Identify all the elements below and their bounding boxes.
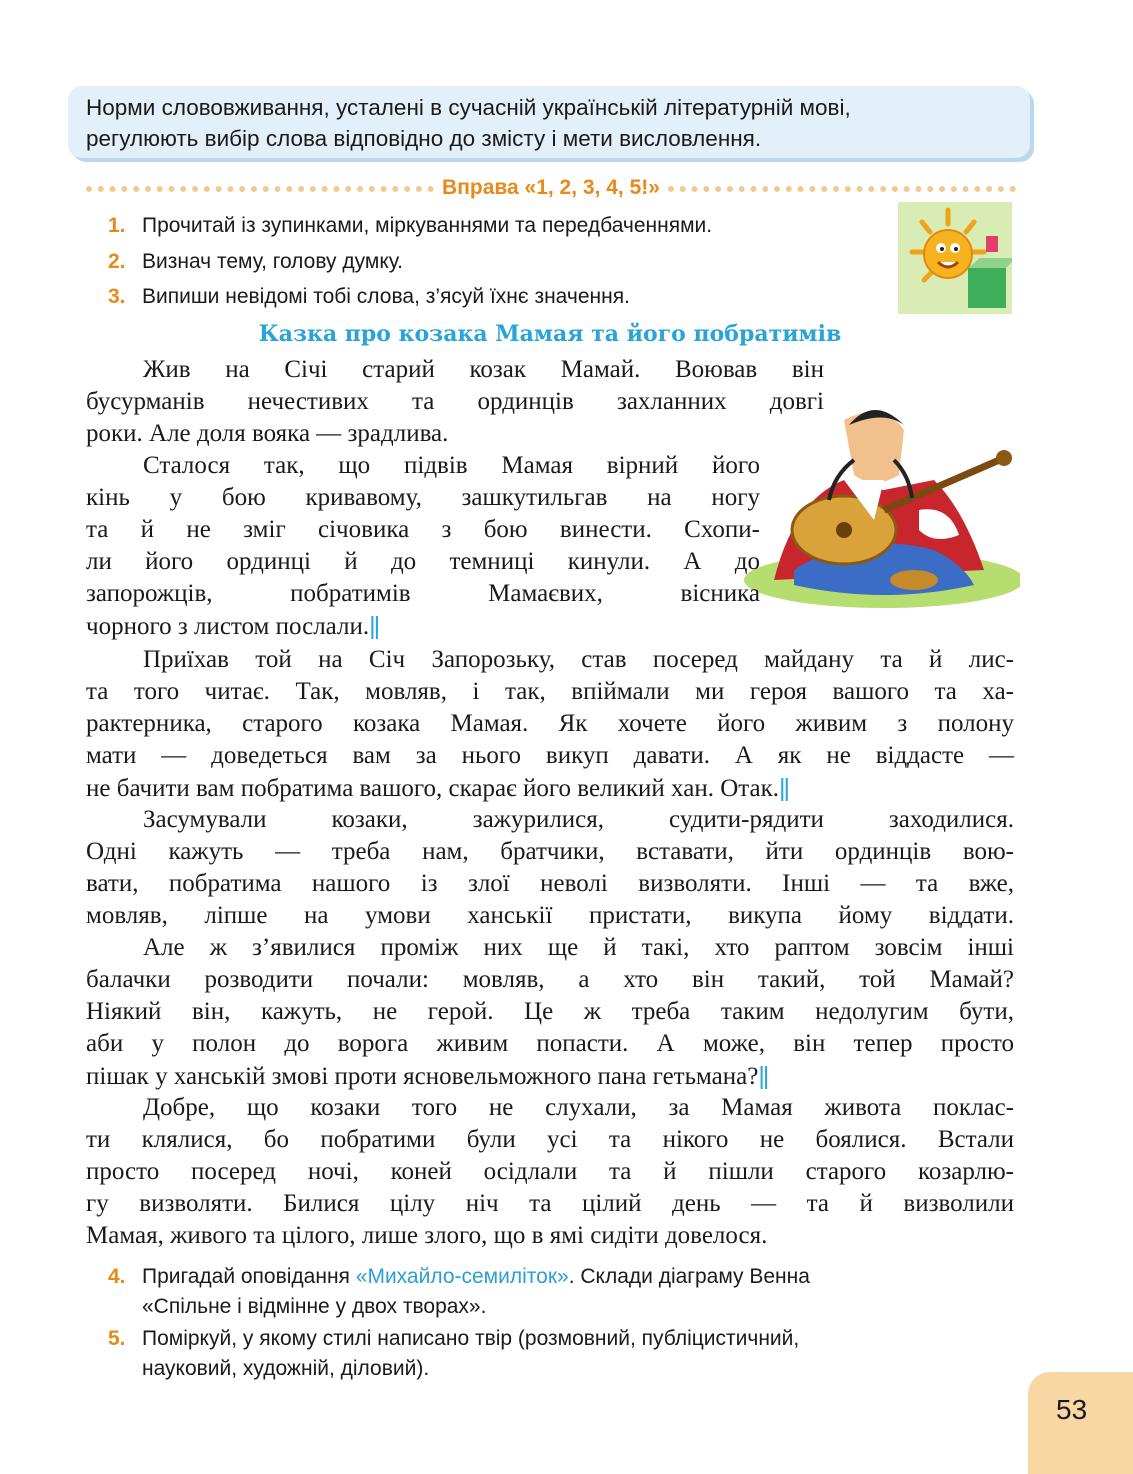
text-line: рактерника, старого козака Мамая. Як хочете його живим з полону — [86, 710, 1014, 737]
text-line-with-pause — [86, 1060, 1014, 1093]
task-4 — [108, 1262, 1016, 1322]
task-text: Пригадай оповідання — [142, 1265, 356, 1288]
text-line: аби у полон до ворога живим попасти. А може, він тепер просто — [86, 1030, 1014, 1057]
story-paragraph-1 — [86, 354, 824, 450]
task-number: 1. — [108, 214, 126, 237]
exercise-title: Вправа «1, 2, 3, 4, 5!» — [442, 176, 660, 199]
exercise-header — [86, 174, 1016, 202]
task-text: . Склади діаграму Венна — [568, 1265, 810, 1288]
rule-line-2: регулюють вибір слова відповідно до змісту і мети висловлення. — [86, 126, 762, 151]
text-line: просто посеред ночі, коней осідлали та й пішли старого козарлю- — [86, 1158, 1014, 1185]
task-text: Поміркуй, у якому стилі написано твір (розмовний, публіцистичний, — [142, 1327, 800, 1350]
story-paragraph-6 — [86, 1092, 1014, 1252]
text-line: гу визволяти. Билися цілу ніч та цілий день — та й визволили — [86, 1190, 1014, 1217]
text-line: Мамая, живого та цілого, лише злого, що в ямі сидіти довелося. — [86, 1222, 768, 1249]
text-line: бусурманів нечестивих та ординців захланних довгі — [86, 388, 824, 415]
story-title: Казка про козака Мамая та його побратимів — [258, 321, 842, 347]
text-line: мовляв, ліпше на умови ханськії пристати, викупа йому віддати. — [86, 902, 1014, 929]
text-line: Одні кажуть — треба нам, братчики, вставати, йти ординців вою- — [86, 838, 1014, 865]
text-line: Сталося так, що підвів Мамая вірний його — [143, 452, 760, 479]
dotted-divider-left — [86, 186, 434, 192]
text-line: ти клялися, бо побратими були усі та нікого не боялися. Встали — [86, 1126, 1014, 1153]
task-number: 4. — [108, 1265, 126, 1288]
rule-box — [68, 86, 1030, 158]
text-line: чорного з листом послали. — [86, 613, 370, 640]
text-line: Жив на Січі старий козак Мамай. Воював він — [143, 356, 824, 383]
text-line: запорожців, побратимів Мамаєвих, вісника — [86, 580, 760, 607]
text-line: Приїхав той на Січ Запорозьку, став посеред майдану та й лис- — [143, 646, 1014, 673]
task-text: Визнач тему, голову думку. — [142, 250, 403, 273]
task-5 — [108, 1324, 1016, 1384]
task-text: Прочитай із зупинками, міркуваннями та передбаченнями. — [142, 214, 713, 237]
text-line: балачки розводити почали: мовляв, а хто він такий, той Мамай? — [86, 966, 1014, 993]
text-line: пішак у ханській змові проти ясновельможного пана гетьмана? — [86, 1063, 759, 1090]
text-line: Добре, що козаки того не слухали, за Мамая живота поклас- — [143, 1094, 1014, 1121]
story-paragraph-4 — [86, 804, 1014, 932]
story-paragraph-5 — [86, 932, 1014, 1093]
dotted-divider-right — [668, 186, 1016, 192]
pause-mark: || — [758, 1062, 768, 1090]
task-text: Випиши невідомі тобі слова, з’ясуй їхнє значення. — [142, 285, 630, 308]
task-text: «Спільне і відмінне у двох творах». — [142, 1295, 487, 1318]
text-line-with-pause — [86, 610, 760, 643]
text-line: роки. Але доля вояка — зрадлива. — [86, 420, 449, 447]
text-line-with-pause — [86, 772, 1014, 805]
text-line: Але ж з’явилися проміж них ще й такі, хто раптом зовсім інші — [143, 934, 1014, 961]
task-3 — [108, 282, 630, 312]
rule-line-1: Норми слововживання, усталені в сучасній українській літературній мові, — [86, 95, 851, 120]
pause-mark: || — [369, 612, 379, 640]
pause-mark: || — [778, 774, 788, 802]
task-number: 2. — [108, 250, 126, 273]
text-line: мати — доведеться вам за нього викуп давати. А як не віддасте — — [86, 742, 1014, 769]
task-number: 5. — [108, 1327, 126, 1350]
task-text: науковий, художній, діловий). — [142, 1357, 430, 1380]
story-paragraph-3 — [86, 644, 1014, 805]
page-number: 53 — [1056, 1394, 1088, 1425]
sun-mascot-icon — [898, 202, 1012, 314]
text-line: Засумували козаки, зажурилися, судити-рядити заходилися. — [143, 806, 1014, 833]
text-line: не бачити вам побратима вашого, скарає його великий хан. Отак. — [86, 775, 779, 802]
text-line: кінь у бою кривавому, зашкутильгав на ногу — [86, 484, 760, 511]
page-number-tab — [1028, 1372, 1133, 1474]
task-2 — [108, 247, 403, 277]
task-1 — [108, 211, 712, 241]
story-paragraph-2 — [86, 450, 760, 643]
text-line: ли його ординці й до темниці кинули. А до — [86, 548, 760, 575]
text-line: Ніякий він, кажуть, не герой. Це ж треба таким недолугим бути, — [86, 998, 1014, 1025]
text-line: та й не зміг січовика з бою винести. Схопи- — [86, 516, 760, 543]
text-line: та того читає. Так, мовляв, і так, впіймали ми героя вашого та ха- — [86, 678, 1014, 705]
story-link: «Михайло-семиліток» — [355, 1265, 569, 1288]
task-number: 3. — [108, 285, 126, 308]
text-line: вати, побратима нашого із злої неволі визволяти. Інші — та вже, — [86, 870, 1014, 897]
